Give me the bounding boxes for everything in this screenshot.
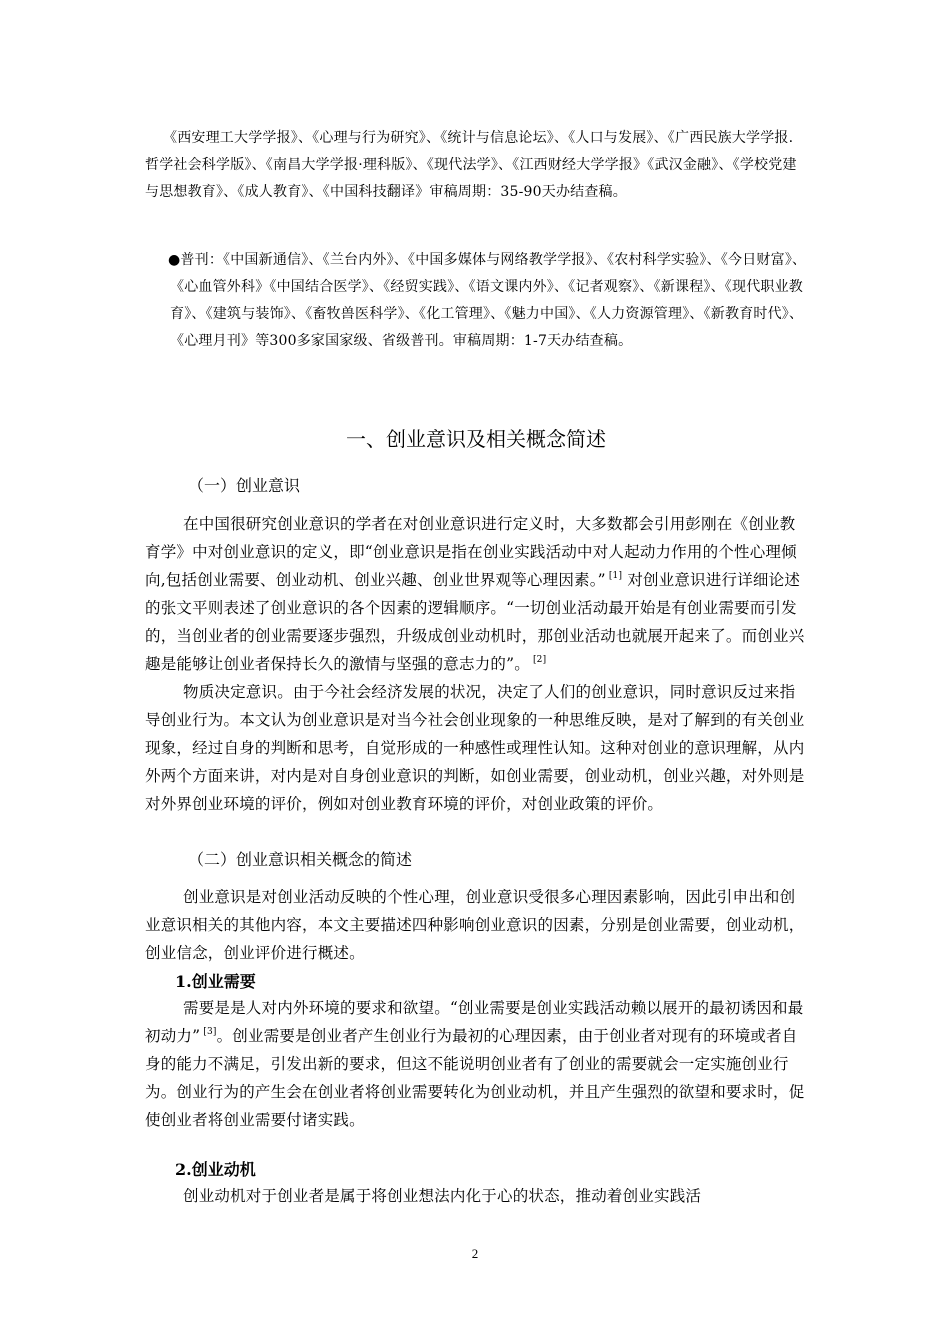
paragraph-4 — [145, 994, 807, 1134]
citation-2: [2] — [532, 655, 547, 665]
page-number: 2 — [471, 1246, 479, 1261]
general-journals-paragraph — [170, 247, 807, 355]
paragraph-5: 创业动机对于创业者是属于将创业想法内化于心的状态，推动着创业实践活 — [183, 1187, 702, 1205]
subsection-title-2: （二）创业意识相关概念的简述 — [188, 850, 413, 869]
section-title: 一、创业意识及相关概念简述 — [346, 427, 606, 451]
heading-need: 1.创业需要 — [175, 972, 256, 991]
paragraph-1-part-a: 在中国很研究创业意识的学者在对创业意识进行定义时，大多数都会引用彭刚在《创业教育学》中对创业意识的定义，即“创业意识是指在创业实践活动中对人起动力作用的个性心理倾向,包括创业需要、创业动机、创业兴趣、创业世界观等心理因素。” — [145, 515, 797, 589]
general-journals-text: ●普刊：《中国新通信》、《兰台内外》、《中国多媒体与网络教学学报》、《农村科学实验》、《今日财富》、《心血管外科》《中国结合医学》、《经贸实践》、《语文课内外》、《记者观察》、《新课程》、《现代职业教育》、《建筑与装饰》、《畜牧兽医科学》、《化工管理》、《魅力中国》、《人力资源管理》、《新教育时代》、《心理月刊》等300多家国家级、省级普刊。审稿周期：1-7天办结查稿。 — [168, 252, 807, 349]
paragraph-4-part-a: 需要是是人对内外环境的要求和欲望。“创业需要是创业实践活动赖以展开的最初诱因和最初动力” — [145, 999, 804, 1045]
subsection-title-1: （一）创业意识 — [188, 476, 301, 495]
heading-motive: 2.创业动机 — [175, 1160, 256, 1179]
journals-intro-text: 《西安理工大学学报》、《心理与行为研究》、《统计与信息论坛》、《人口与发展》、《广西民族大学学报.哲学社会科学版》、《南昌大学学报·理科版》、《现代法学》、《江西财经大学学报》《武汉金融》、《学校党建与思想教育》、《成人教育》、《中国科技翻译》审稿周期：35-90天办结查稿。 — [145, 130, 797, 200]
paragraph-2: 物质决定意识。由于今社会经济发展的状况，决定了人们的创业意识，同时意识反过来指导创业行为。本文认为创业意识是对当今社会创业现象的一种思维反映，是对了解到的有关创业现象，经过自身的判断和思考，自觉形成的一种感性或理性认知。这种对创业的意识理解，从内外两个方面来讲，对内是对自身创业意识的判断，如创业需要，创业动机，创业兴趣，对外则是对外界创业环境的评价，例如对创业教育环境的评价，对创业政策的评价。 — [145, 683, 805, 813]
citation-3: [3] — [203, 1027, 217, 1037]
journals-intro-paragraph — [145, 125, 807, 206]
citation-1: [1] — [608, 571, 623, 581]
paragraph-3: 创业意识是对创业活动反映的个性心理，创业意识受很多心理因素影响，因此引申出和创业意识相关的其他内容，本文主要描述四种影响创业意识的因素，分别是创业需要，创业动机，创业信念，创业评价进行概述。 — [145, 888, 805, 962]
paragraph-1-part-b: 对创业意识进行详细论述的张文平则表述了创业意识的各个因素的逻辑顺序。“一切创业活动最开始是有创业需要而引发的，当创业者的创业需要逐步强烈，升级成创业动机时，那创业活动也就展开起来了。而创业兴趣是能够让创业者保持长久的激情与坚强的意志力的”。 — [145, 571, 805, 673]
paragraph-1 — [145, 510, 807, 678]
paragraph-4-part-b: 。创业需要是创业者产生创业行为最初的心理因素，由于创业者对现有的环境或者自身的能力不满足，引发出新的要求，但这不能说明创业者有了创业的需要就会一定实施创业行为。创业行为的产生会在创业者将创业需要转化为创业动机，并且产生强烈的欲望和要求时，促使创业者将创业需要付诸实践。 — [145, 1027, 805, 1129]
